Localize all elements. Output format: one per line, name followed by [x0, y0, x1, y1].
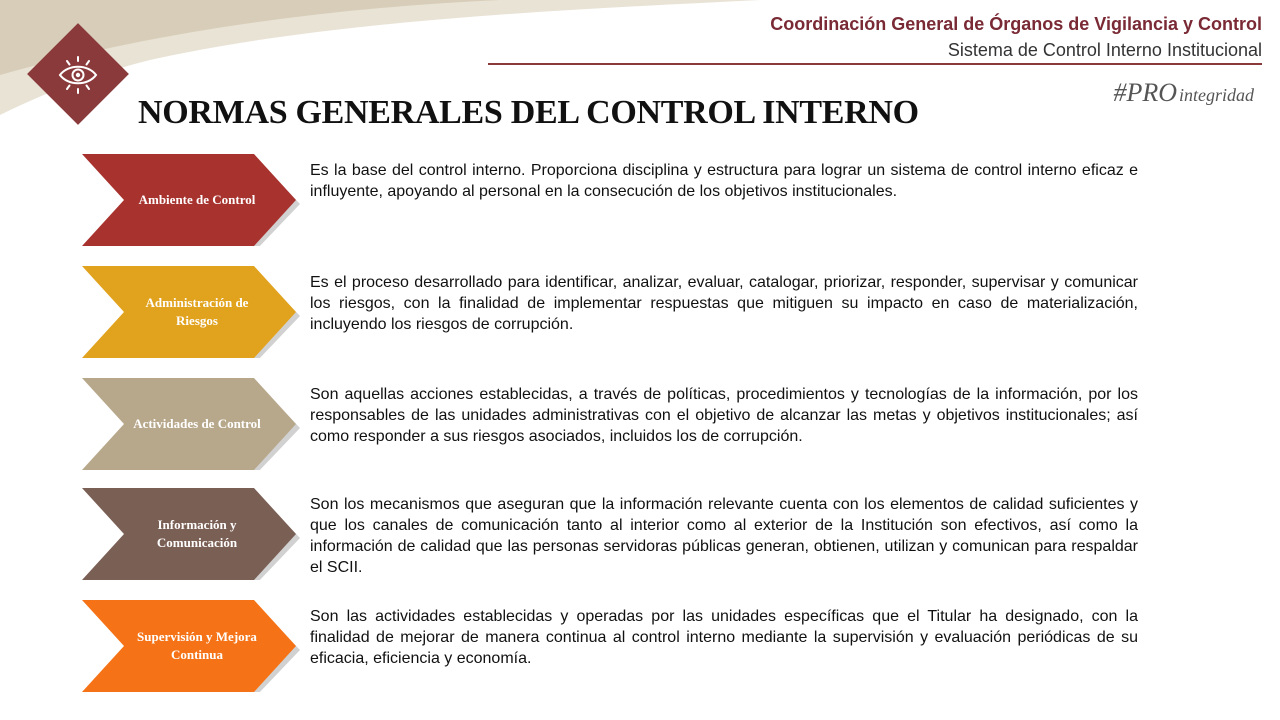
- hashtag-suffix: integridad: [1179, 85, 1254, 105]
- hashtag-main: #PRO: [1113, 78, 1177, 107]
- hashtag-logo: [1113, 78, 1254, 108]
- org-subtitle: Sistema de Control Interno Institucional: [947, 40, 1262, 60]
- norm-chevron: [82, 488, 300, 580]
- eye-icon: [51, 48, 105, 102]
- norm-item: [82, 154, 1162, 246]
- norm-chevron: [82, 600, 300, 692]
- norm-label: Administración de Riesgos: [145, 295, 249, 328]
- norm-label: Información y Comunicación: [156, 517, 238, 550]
- norm-item: [82, 488, 1162, 580]
- org-title: Coordinación General de Órganos de Vigilancia y Control: [770, 14, 1262, 34]
- norm-description: Son las actividades establecidas y operadas por las unidades específicas que el Titular ha designado, con la finalidad de mejorar de manera continua al control interno mediante la supervisión y evaluación periódicas de su eficacia, eficiencia y economía.: [310, 608, 1138, 667]
- norm-description: Es el proceso desarrollado para identificar, analizar, evaluar, catalogar, priorizar, responder, supervisar y comunicar los riesgos, con la finalidad de implementar respuestas que mitiguen su impacto en caso de materialización, incluyendo los riesgos de corrupción.: [310, 274, 1138, 333]
- page-title: NORMAS GENERALES DEL CONTROL INTERNO: [138, 94, 919, 131]
- norm-label: Ambiente de Control: [138, 192, 256, 208]
- norm-label: Supervisión y Mejora Continua: [137, 629, 257, 662]
- norm-item: [82, 266, 1162, 358]
- norm-chevron: [82, 266, 300, 358]
- norm-description: Son los mecanismos que aseguran que la información relevante cuenta con los elementos de calidad suficientes y que los canales de comunicación tanto al interior como al exterior de la Institución son efectivos, así como la información de calidad que las personas servidoras públicas generan, obtienen, utilizan y comunican para respaldar el SCII.: [310, 496, 1138, 576]
- norm-item: [82, 378, 1162, 470]
- norm-label: Actividades de Control: [133, 416, 261, 432]
- norm-chevron: [82, 378, 300, 470]
- header-divider: [488, 63, 1262, 65]
- norm-description: Es la base del control interno. Proporciona disciplina y estructura para lograr un sistema de control interno eficaz e influyente, apoyando al personal en la consecución de los objetivos institucionales.: [310, 162, 1138, 200]
- norm-description: Son aquellas acciones establecidas, a través de políticas, procedimientos y tecnologías de la información, por los responsables de las unidades administrativas con el objetivo de alcanzar las metas y objetivos institucionales; así como responder a sus riesgos asociados, incluidos los de corrupción.: [310, 386, 1138, 445]
- norm-chevron: [82, 154, 300, 246]
- norm-item: [82, 600, 1162, 692]
